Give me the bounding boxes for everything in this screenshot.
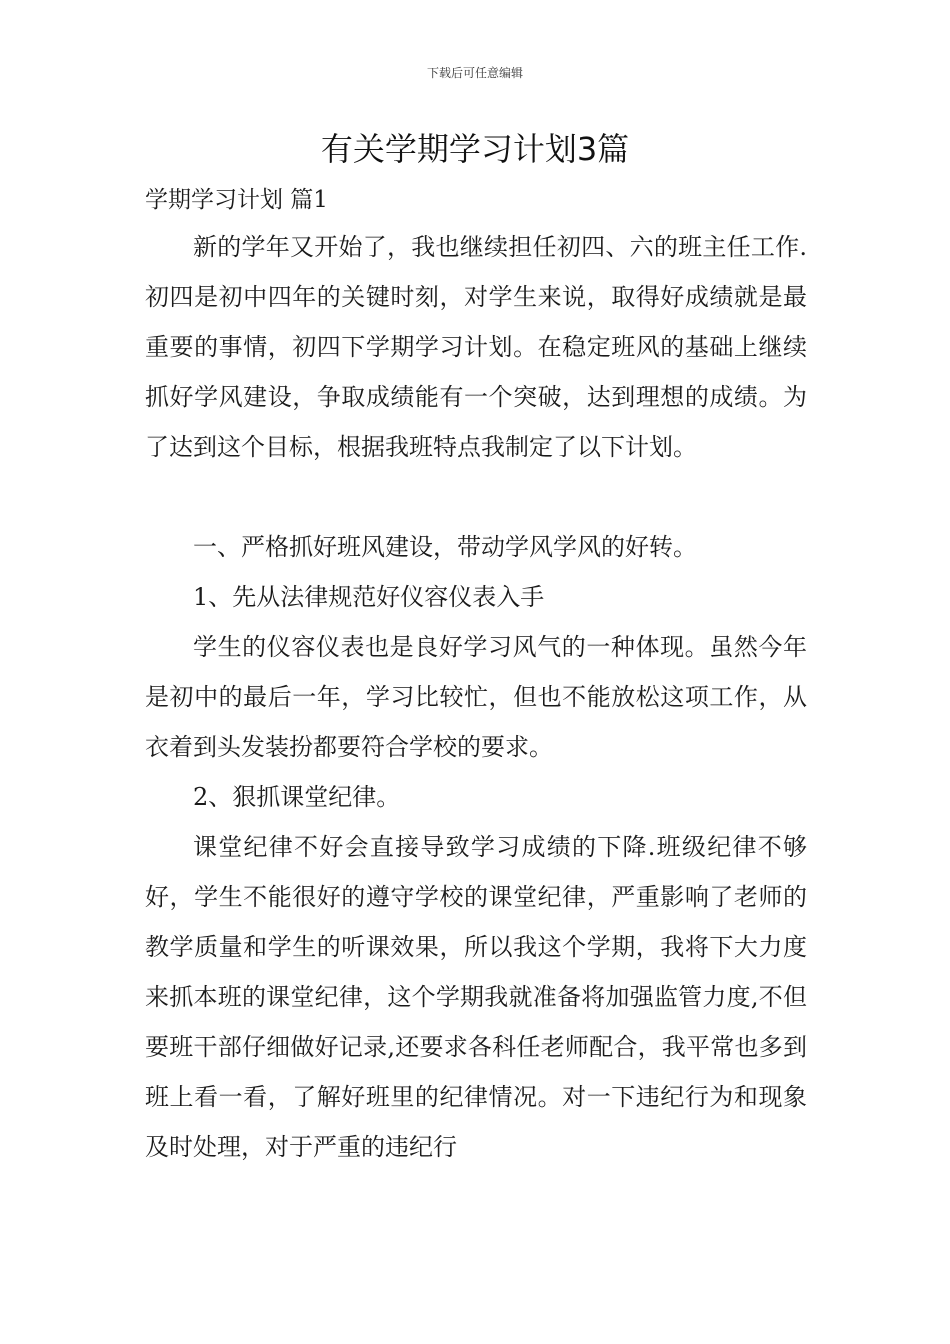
section-label: 学期学习计划 篇1 xyxy=(145,187,328,213)
paragraph-gap xyxy=(145,472,807,522)
document-body xyxy=(145,178,807,1172)
item-1-heading: 1、先从法律规范好仪容仪表入手 xyxy=(193,583,545,611)
item-2-heading: 2、狠抓课堂纪律。 xyxy=(193,783,401,811)
paragraph-intro: 新的学年又开始了，我也继续担任初四、六的班主任工作.初四是初中四年的关键时刻，对学生来说，取得好成绩就是最重要的事情，初四下学期学习计划。在稳定班风的基础上继续抓好学风建设，争取成绩能有一个突破，达到理想的成绩。为了达到这个目标，根据我班特点我制定了以下计划。 xyxy=(145,233,807,461)
document-title: 有关学期学习计划3篇 xyxy=(320,130,630,168)
item-1-text: 学生的仪容仪表也是良好学习风气的一种体现。虽然今年是初中的最后一年，学习比较忙，但也不能放松这项工作，从衣着到头发装扮都要符合学校的要求。 xyxy=(145,633,807,761)
item-2-text: 课堂纪律不好会直接导致学习成绩的下降.班级纪律不够好，学生不能很好的遵守学校的课堂纪律，严重影响了老师的教学质量和学生的听课效果，所以我这个学期，我将下大力度来抓本班的课堂纪律，这个学期我就准备将加强监管力度,不但要班干部仔细做好记录,还要求各科任老师配合，我平常也多到班上看一看，了解好班里的纪律情况。对一下违纪行为和现象及时处理，对于严重的违纪行 xyxy=(145,833,807,1161)
header-note: 下载后可任意编辑 xyxy=(426,66,523,80)
heading-1: 一、严格抓好班风建设，带动学风学风的好转。 xyxy=(193,533,697,561)
